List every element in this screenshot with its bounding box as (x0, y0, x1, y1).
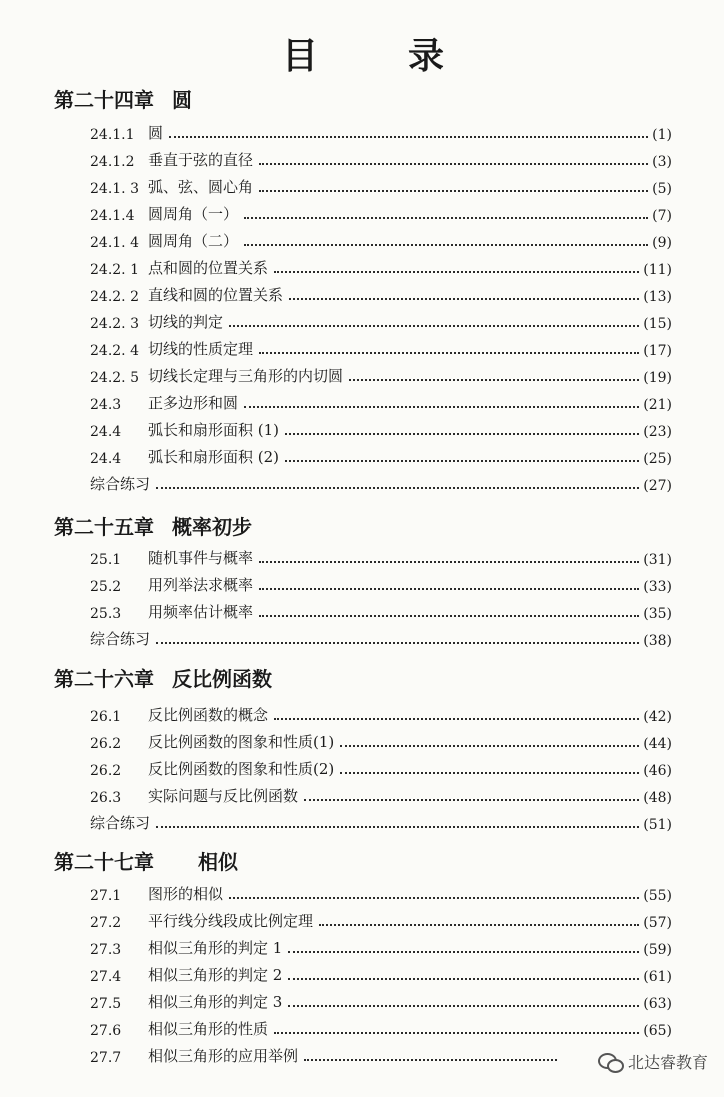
section-title: 综合练习 (90, 630, 151, 648)
chapter-name: 圆 (172, 88, 192, 112)
section-title: 圆周角（二） (148, 232, 239, 250)
section-title: 点和圆的位置关系 (148, 259, 269, 277)
section-number: 27.2 (90, 915, 122, 931)
page-number: (55) (643, 888, 672, 904)
section-number: 24.1.4 (90, 208, 135, 224)
section-title: 正多边形和圆 (148, 394, 239, 412)
section-title: 圆周角（一） (148, 205, 239, 223)
section-number: 24.1. 3 (90, 181, 139, 197)
section-number: 24.1.1 (90, 127, 135, 143)
page-number: (27) (643, 478, 672, 494)
page-number: (3) (652, 154, 672, 170)
section-number: 24.1.2 (90, 154, 135, 170)
chapter-heading (54, 84, 192, 113)
section-title: 弧、弦、圆心角 (148, 178, 254, 196)
section-title: 综合练习 (90, 475, 151, 493)
section-title: 直线和圆的位置关系 (148, 286, 284, 304)
chapter-heading (54, 663, 272, 692)
dot-leader (244, 215, 648, 219)
chapter-heading (54, 846, 238, 875)
dot-leader (285, 458, 639, 462)
toc-entry[interactable] (90, 337, 672, 359)
toc-entry[interactable] (90, 811, 672, 833)
page-number: (51) (643, 817, 672, 833)
section-title: 切线的判定 (148, 313, 224, 331)
section-number: 26.3 (90, 790, 122, 806)
dot-leader (229, 895, 639, 899)
section-number: 27.4 (90, 969, 122, 985)
page-number: (44) (643, 736, 672, 752)
section-number: 24.3 (90, 397, 122, 413)
watermark-text: 北达睿教育 (627, 1053, 708, 1072)
page-number: (48) (643, 790, 672, 806)
section-number: 24.2. 2 (90, 289, 139, 305)
page-number: (21) (643, 397, 672, 413)
page-number: (35) (643, 606, 672, 622)
wechat-icon (598, 1053, 622, 1071)
dot-leader (319, 922, 639, 926)
dot-leader (274, 1030, 639, 1034)
section-number: 26.2 (90, 736, 122, 752)
toc-entry[interactable] (90, 256, 672, 278)
page-number: (5) (652, 181, 672, 197)
dot-leader (285, 431, 639, 435)
section-title: 图形的相似 (148, 885, 224, 903)
toc-entry[interactable] (90, 730, 672, 752)
dot-leader (259, 161, 648, 165)
chapter-name: 反比例函数 (172, 667, 272, 691)
section-number: 27.5 (90, 996, 122, 1012)
section-number: 24.2. 1 (90, 262, 139, 278)
section-title: 相似三角形的判定 3 (148, 993, 283, 1011)
section-title: 用频率估计概率 (148, 603, 254, 621)
toc-entry[interactable] (90, 627, 672, 649)
page-number: (57) (643, 915, 672, 931)
page-number: (7) (652, 208, 672, 224)
page-number: (61) (643, 969, 672, 985)
section-title: 反比例函数的图象和性质(1) (148, 733, 335, 751)
page-number: (31) (643, 552, 672, 568)
section-title: 相似三角形的性质 (148, 1020, 269, 1038)
section-number: 24.4 (90, 424, 122, 440)
toc-entry[interactable] (90, 546, 672, 568)
dot-leader (259, 586, 639, 590)
toc-entry[interactable] (90, 229, 672, 251)
section-number: 25.3 (90, 606, 122, 622)
chapter-name: 相似 (198, 850, 238, 874)
toc-entry[interactable] (90, 445, 672, 467)
dot-leader (349, 377, 639, 381)
chapter-name: 概率初步 (172, 515, 252, 539)
dot-leader (229, 323, 639, 327)
toc-entry[interactable] (90, 202, 672, 224)
section-number: 26.1 (90, 709, 122, 725)
page-number: (46) (643, 763, 672, 779)
dot-leader (156, 485, 639, 489)
dot-leader (169, 134, 648, 138)
page-number: (13) (643, 289, 672, 305)
toc-entry[interactable] (90, 121, 672, 143)
section-title: 平行线分线段成比例定理 (148, 912, 314, 930)
section-title: 垂直于弦的直径 (148, 151, 254, 169)
section-number: 25.2 (90, 579, 122, 595)
dot-leader (259, 613, 639, 617)
toc-entry[interactable] (90, 364, 672, 386)
dot-leader (304, 1057, 557, 1061)
dot-leader (259, 350, 639, 354)
chapter-label: 第二十四章 (54, 88, 154, 112)
section-number: 24.4 (90, 451, 122, 467)
toc-entry[interactable] (90, 391, 672, 413)
page-number: (23) (643, 424, 672, 440)
section-number: 25.1 (90, 552, 122, 568)
toc-entry[interactable] (90, 990, 672, 1012)
toc-entry[interactable] (90, 963, 672, 985)
section-title: 实际问题与反比例函数 (148, 787, 299, 805)
dot-leader (244, 404, 639, 408)
dot-leader (156, 640, 639, 644)
toc-entry[interactable] (90, 757, 672, 779)
toc-entry[interactable] (90, 703, 672, 725)
section-title: 反比例函数的图象和性质(2) (148, 760, 335, 778)
toc-entry[interactable] (90, 909, 672, 931)
section-title: 弧长和扇形面积 (1) (148, 421, 280, 439)
page-number: (25) (643, 451, 672, 467)
toc-entry[interactable] (90, 418, 672, 440)
section-title: 综合练习 (90, 814, 151, 832)
toc-entry[interactable] (90, 573, 672, 595)
chapter-label: 第二十六章 (54, 667, 154, 691)
page-number: (59) (643, 942, 672, 958)
section-number: 26.2 (90, 763, 122, 779)
section-number: 24.2. 3 (90, 316, 139, 332)
page-number: (15) (643, 316, 672, 332)
title-char-1: 目 (282, 35, 319, 77)
page-number: (33) (643, 579, 672, 595)
dot-leader (156, 824, 639, 828)
toc-entry[interactable] (90, 936, 672, 958)
page-number: (38) (643, 633, 672, 649)
section-title: 相似三角形的判定 1 (148, 939, 283, 957)
dot-leader (259, 188, 648, 192)
section-title: 圆 (148, 124, 164, 142)
page-number: (9) (652, 235, 672, 251)
page-number: (65) (643, 1023, 672, 1039)
section-number: 27.1 (90, 888, 122, 904)
toc-entry[interactable] (90, 310, 672, 332)
section-number: 27.6 (90, 1023, 122, 1039)
section-title: 弧长和扇形面积 (2) (148, 448, 280, 466)
toc-entry[interactable] (90, 600, 672, 622)
toc-entry[interactable] (90, 472, 672, 494)
section-title: 切线长定理与三角形的内切圆 (148, 367, 344, 385)
page-title (0, 22, 724, 78)
section-number: 24.2. 4 (90, 343, 139, 359)
chapter-label: 第二十七章 (54, 850, 154, 874)
section-title: 相似三角形的应用举例 (148, 1047, 299, 1065)
page-number: (11) (643, 262, 672, 278)
page-number: (1) (652, 127, 672, 143)
section-number: 24.2. 5 (90, 370, 139, 386)
dot-leader (288, 976, 639, 980)
dot-leader (288, 1003, 639, 1007)
toc-entry[interactable] (90, 882, 672, 904)
section-number: 27.3 (90, 942, 122, 958)
dot-leader (244, 242, 648, 246)
dot-leader (274, 716, 639, 720)
dot-leader (340, 743, 639, 747)
toc-entry[interactable] (90, 148, 672, 170)
toc-entry[interactable] (90, 784, 672, 806)
toc-entry[interactable] (90, 1044, 590, 1066)
section-title: 相似三角形的判定 2 (148, 966, 283, 984)
title-char-2: 录 (408, 35, 445, 77)
dot-leader (259, 559, 639, 563)
toc-entry[interactable] (90, 283, 672, 305)
dot-leader (304, 797, 639, 801)
section-title: 用列举法求概率 (148, 576, 254, 594)
dot-leader (289, 296, 639, 300)
section-title: 随机事件与概率 (148, 549, 254, 567)
page-number: (19) (643, 370, 672, 386)
page-number: (63) (643, 996, 672, 1012)
chapter-heading (54, 511, 252, 540)
section-title: 反比例函数的概念 (148, 706, 269, 724)
page-number: (17) (643, 343, 672, 359)
dot-leader (274, 269, 639, 273)
toc-entry[interactable] (90, 1017, 672, 1039)
toc-entry[interactable] (90, 175, 672, 197)
dot-leader (340, 770, 639, 774)
page-number: (42) (643, 709, 672, 725)
section-number: 24.1. 4 (90, 235, 139, 251)
section-title: 切线的性质定理 (148, 340, 254, 358)
chapter-label: 第二十五章 (54, 515, 154, 539)
dot-leader (288, 949, 639, 953)
watermark (598, 1050, 708, 1073)
section-number: 27.7 (90, 1050, 122, 1066)
